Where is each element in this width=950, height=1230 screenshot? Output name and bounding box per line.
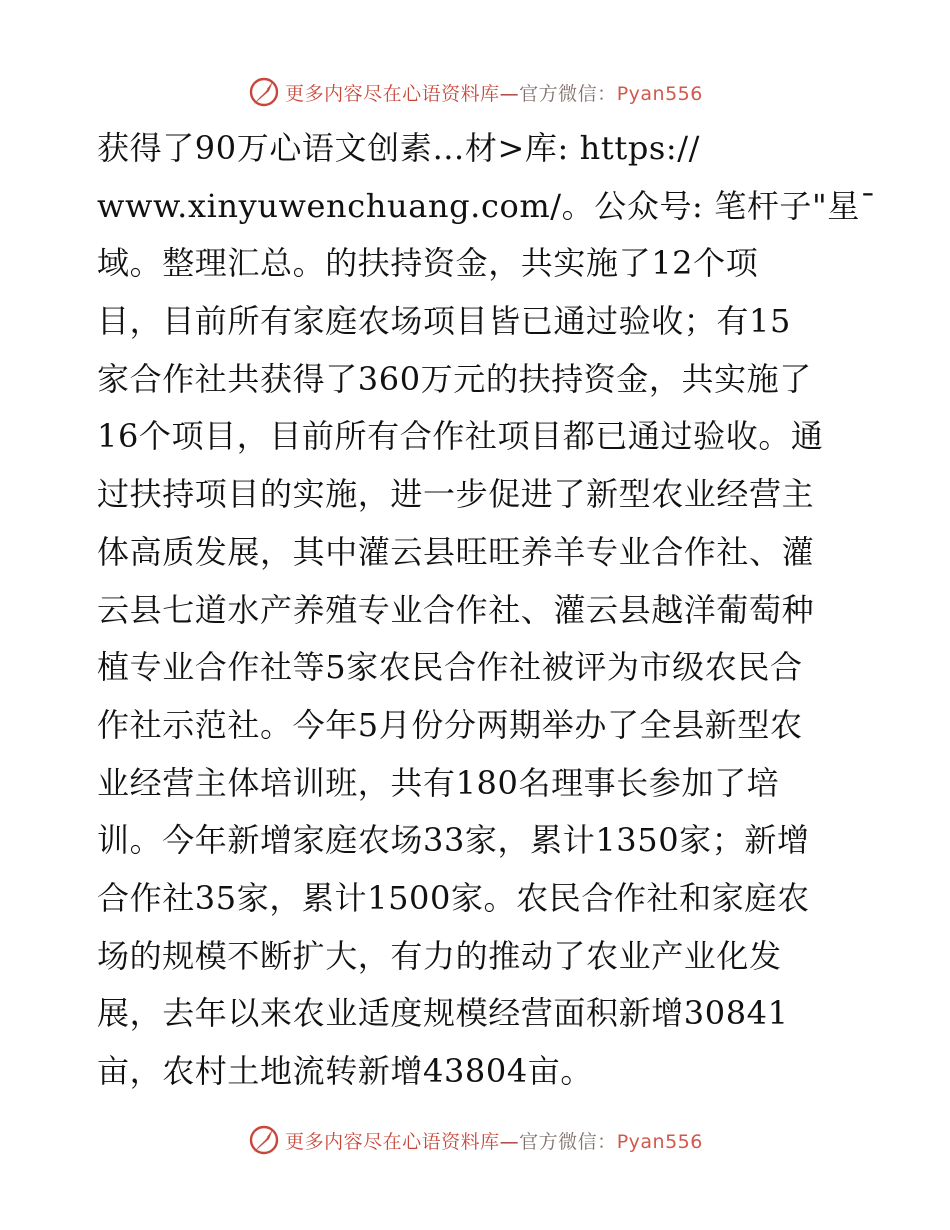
text-line: 体高质发展，其中灌云县旺旺养羊专业合作社、灌 bbox=[97, 532, 815, 571]
text-line: 获得了90万心语文创素…材>库: https:// bbox=[97, 129, 701, 167]
quill-logo-icon bbox=[247, 75, 281, 109]
text-line: 过扶持项目的实施，进一步促进了新型农业经营主 bbox=[97, 475, 815, 514]
banner-wechat-label: 官方微信： bbox=[519, 82, 617, 105]
text-line: 云县七道水产养殖专业合作社、灌云县越洋葡萄种 bbox=[97, 590, 815, 629]
banner-text bbox=[285, 79, 703, 106]
text-line: 展，去年以来农业适度规模经营面积新增30841 bbox=[97, 994, 789, 1033]
banner-text bbox=[285, 1127, 703, 1154]
text-line: 作社示范社。今年5月份分两期举办了全县新型农 bbox=[97, 705, 803, 744]
text-line: www.xinyuwenchuang.com/。公众号: 笔杆子"星¯ bbox=[97, 186, 877, 225]
banner-slogan: 更多内容尽在心语资料库 bbox=[285, 82, 500, 105]
footer-banner bbox=[0, 1120, 950, 1160]
banner-slogan: 更多内容尽在心语资料库 bbox=[285, 1130, 500, 1153]
text-line: 域。整理汇总。的扶持资金，共实施了12个项 bbox=[97, 244, 759, 283]
text-line: 训。今年新增家庭农场33家，累计1350家；新增 bbox=[97, 821, 810, 860]
banner-separator: — bbox=[499, 1130, 520, 1153]
header-banner bbox=[0, 72, 950, 112]
text-line: 合作社35家，累计1500家。农民合作社和家庭农 bbox=[97, 878, 810, 917]
text-line: 亩，农村土地流转新增43804亩。 bbox=[97, 1052, 593, 1090]
text-line: 家合作社共获得了360万元的扶持资金，共实施了 bbox=[97, 359, 812, 398]
text-line: 目，目前所有家庭农场项目皆已通过验收；有15 bbox=[97, 302, 791, 341]
quill-logo-icon bbox=[247, 1123, 281, 1157]
banner-wechat-label: 官方微信： bbox=[519, 1130, 617, 1153]
text-line: 业经营主体培训班，共有180名理事长参加了培 bbox=[97, 763, 780, 802]
banner-separator: — bbox=[499, 82, 520, 105]
banner-wechat-id: Pyan556 bbox=[616, 1130, 703, 1153]
document-body bbox=[97, 120, 877, 1101]
text-line: 场的规模不断扩大，有力的推动了农业产业化发 bbox=[97, 936, 782, 975]
text-line: 植专业合作社等5家农民合作社被评为市级农民合 bbox=[97, 648, 803, 687]
text-line: 16个项目，目前所有合作社项目都已通过验收。通 bbox=[97, 417, 824, 456]
banner-wechat-id: Pyan556 bbox=[616, 82, 703, 105]
